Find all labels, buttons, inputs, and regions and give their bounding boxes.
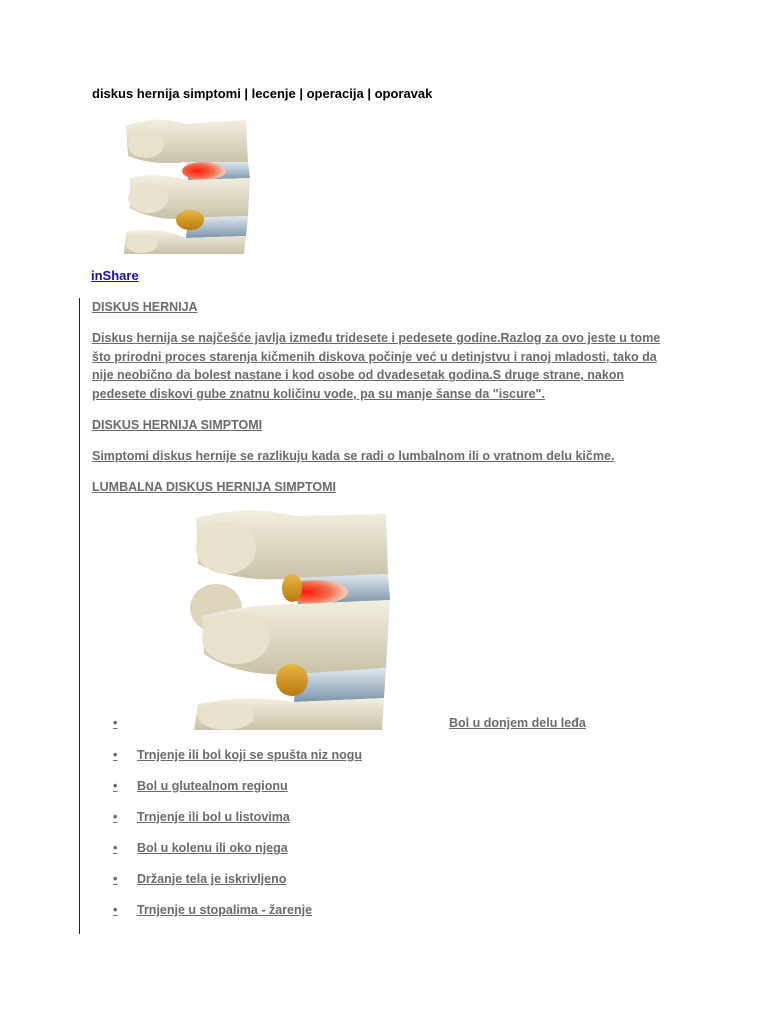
document-title: diskus hernija simptomi | lecenje | operacija | oporavak — [92, 86, 433, 101]
symptom-text: Trnjenje u stopalima - žarenje — [137, 903, 313, 917]
inshare-link[interactable]: inShare — [91, 268, 139, 283]
list-item[interactable] — [113, 872, 286, 886]
heading-diskus-hernija[interactable]: DISKUS HERNIJA — [92, 300, 198, 314]
bullet-marker: • — [113, 841, 118, 855]
heading-simptomi[interactable]: DISKUS HERNIJA SIMPTOMI — [92, 418, 263, 432]
list-item[interactable] — [113, 779, 288, 793]
symptom-text: Trnjenje ili bol koji se spušta niz nogu — [137, 748, 363, 762]
symptom-text: Bol u donjem delu leđa — [449, 716, 586, 730]
bullet-marker: • — [113, 779, 118, 793]
heading-lumbalna[interactable]: LUMBALNA DISKUS HERNIJA SIMPTOMI — [92, 480, 336, 494]
bullet-marker: • — [113, 810, 118, 824]
list-item[interactable] — [113, 810, 290, 824]
symptom-text: Držanje tela je iskrivljeno — [137, 872, 287, 886]
spine-herniation-image-large — [176, 508, 448, 730]
spine-herniation-image-small — [116, 116, 286, 254]
symptom-text: Bol u kolenu ili oko njega — [137, 841, 288, 855]
bullet-marker: • — [113, 872, 118, 886]
bullet-marker: • — [113, 748, 118, 762]
list-item[interactable] — [113, 841, 288, 855]
symptom-text: Trnjenje ili bol u listovima — [137, 810, 290, 824]
list-item[interactable] — [113, 716, 586, 730]
list-item[interactable] — [113, 748, 362, 762]
list-item[interactable] — [113, 903, 312, 917]
symptom-text: Bol u glutealnom regionu — [137, 779, 288, 793]
simptomi-paragraph[interactable]: Simptomi diskus hernije se razlikuju kada se radi o lumbalnom ili o vratnom delu kičme. — [92, 449, 615, 463]
left-margin-bar — [79, 298, 80, 934]
bullet-marker: • — [113, 903, 118, 917]
bullet-marker: • — [113, 716, 118, 730]
intro-paragraph[interactable]: Diskus hernija se najčešće javlja između tridesete i pedesete godine.Razlog za ovo jeste u tome što prirodni proces starenja kičmenih diskova počinje već u detinjstvu i ranoj mladosti, tako da nije neobično da bolest nastane i kod osobe od dvadesetak godina.S druge strane, nakon pedesete diskovi gube znatnu količinu vode, pa su manje šanse da "iscure". — [92, 331, 661, 402]
